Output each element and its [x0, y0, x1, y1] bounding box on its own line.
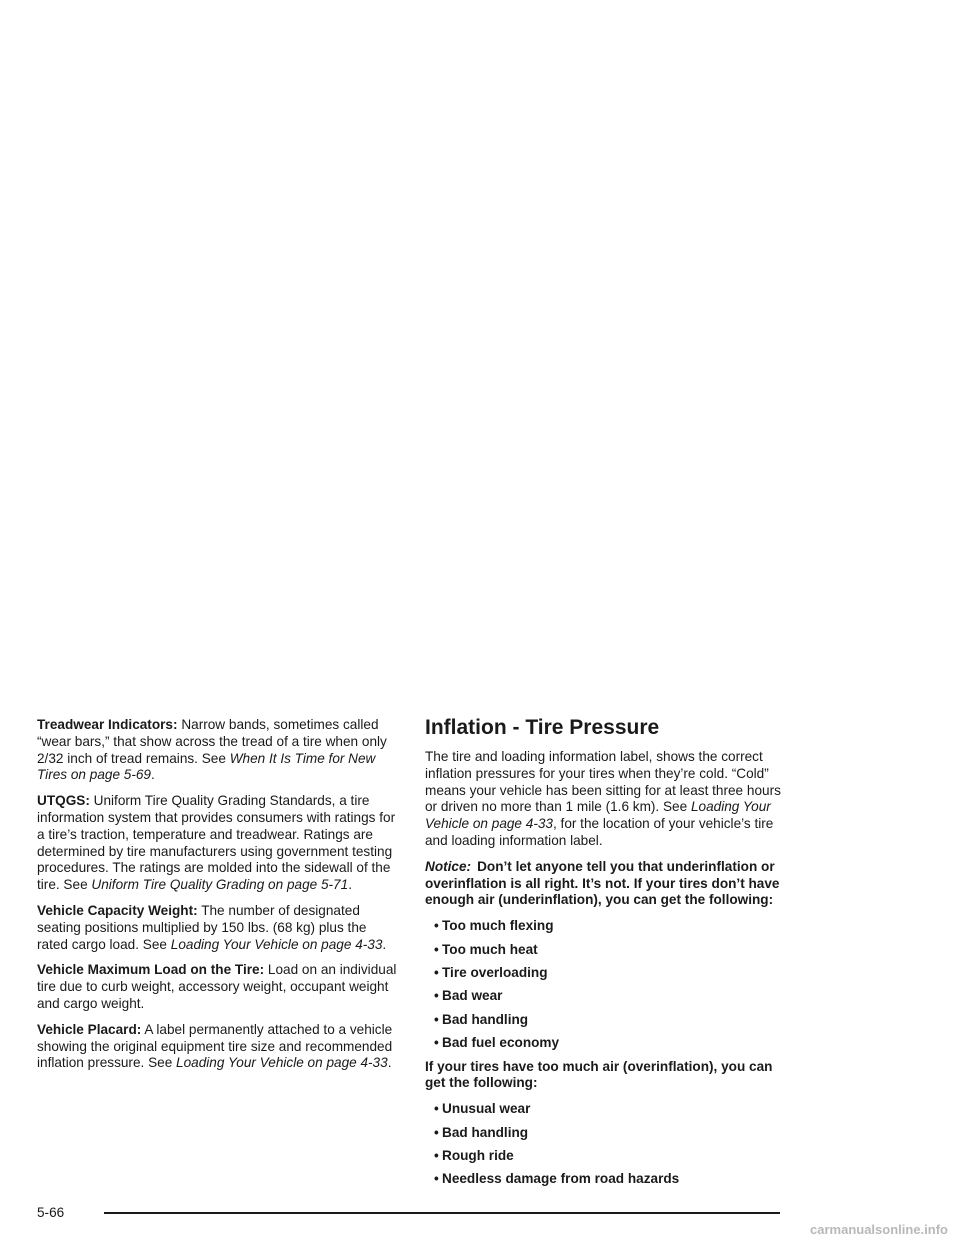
list-item-text: Bad handling — [442, 1011, 529, 1027]
list-item — [425, 1125, 793, 1142]
cross-reference: Loading Your Vehicle on page 4-33 — [176, 1055, 388, 1071]
right-column — [425, 717, 793, 1195]
notice-text: Don’t let anyone tell you that underinflation or overinflation is all right. It’s not. If your tires don’t have enough air (underinflation), you can get the following: — [425, 858, 780, 908]
bullet-icon: • — [434, 1147, 439, 1163]
list-item-text: Bad wear — [442, 988, 503, 1004]
page-number: 5-66 — [37, 1205, 65, 1220]
intro-paragraph — [425, 749, 793, 850]
list-item — [425, 1035, 793, 1052]
list-item — [425, 1101, 793, 1118]
bullet-icon: • — [434, 1171, 439, 1187]
definition-term: Vehicle Maximum Load on the Tire: — [37, 962, 265, 978]
notice-paragraph — [425, 859, 793, 909]
definition-vehicle-capacity-weight — [37, 903, 397, 953]
definition-term: Treadwear Indicators: — [37, 717, 178, 732]
list-item-text: Bad handling — [442, 1124, 529, 1140]
notice-label: Notice: — [425, 858, 472, 874]
bullet-icon: • — [434, 1011, 439, 1027]
intro-after: , for the location of your vehicle’s tire and loading information label. — [425, 816, 774, 848]
definition-text: A label permanently attached to a vehicle showing the original equipment tire size and recommended inflation pressure. See — [37, 1021, 393, 1071]
overinflation-list — [425, 1101, 793, 1188]
cross-reference: Uniform Tire Quality Grading on page 5-71 — [91, 877, 349, 893]
definition-vehicle-maximum-load — [37, 962, 397, 1012]
watermark-link[interactable]: carmanualsonline.info — [810, 1222, 948, 1237]
definition-punctuation: . — [151, 767, 155, 783]
overinflation-paragraph: If your tires have too much air (overinflation), you can get the following: — [425, 1058, 773, 1091]
definition-term: Vehicle Placard: — [37, 1021, 142, 1037]
definition-treadwear-indicators — [37, 717, 397, 784]
cross-reference: When It Is Time for New Tires on page 5-69 — [37, 750, 376, 783]
definition-text: Load on an individual tire due to curb weight, accessory weight, occupant weight and cargo weight. — [37, 962, 397, 1011]
definition-text: Narrow bands, sometimes called “wear bars,” that show across the tread of a tire when only 2/32 inch of tread remains. See — [37, 717, 387, 766]
definition-text: Uniform Tire Quality Grading Standards, a tire information system that provides consumers with ratings for a tire’s traction, temperature and treadwear. Ratings are determined by tire manufacturers using government testing procedures. The ratings are molded into the sidewall of the tire. See — [37, 793, 396, 893]
left-column — [37, 717, 397, 1081]
list-item — [425, 918, 793, 935]
definition-term: Vehicle Capacity Weight: — [37, 902, 198, 918]
list-item — [425, 1171, 793, 1188]
definition-punctuation: . — [387, 1055, 392, 1071]
list-item — [425, 988, 793, 1005]
list-item — [425, 1148, 793, 1165]
underinflation-list — [425, 918, 793, 1052]
intro-text: The tire and loading information label, shows the correct inflation pressures for your tires when they’re cold. “Cold” means your vehicle has been sitting for at least three hours or driven no more than 1 mile (1.6 km). See — [425, 749, 781, 815]
list-item-text: Needless damage from road hazards — [442, 1171, 680, 1187]
bullet-icon: • — [434, 918, 439, 934]
cross-reference: Loading Your Vehicle on page 4-33 — [425, 799, 771, 832]
bullet-icon: • — [434, 1124, 439, 1140]
bullet-icon: • — [434, 941, 439, 957]
bullet-icon: • — [434, 988, 439, 1004]
definition-utqgs — [37, 793, 397, 894]
list-item-text: Rough ride — [442, 1147, 514, 1163]
list-item-text: Bad fuel economy — [442, 1035, 560, 1051]
footer-divider — [104, 1212, 780, 1214]
bullet-icon: • — [434, 964, 439, 980]
bullet-icon: • — [434, 1035, 439, 1051]
definition-text: The number of designated seating positions multiplied by 150 lbs. (68 kg) plus the rated cargo load. See — [37, 902, 367, 952]
list-item-text: Unusual wear — [442, 1101, 531, 1117]
cross-reference: Loading Your Vehicle on page 4-33 — [170, 936, 383, 952]
definition-vehicle-placard — [37, 1022, 397, 1072]
list-item-text: Too much heat — [442, 941, 538, 957]
list-item-text: Too much flexing — [442, 918, 554, 934]
list-item — [425, 1012, 793, 1029]
list-item-text: Tire overloading — [442, 964, 548, 980]
definition-punctuation: . — [348, 877, 352, 893]
bullet-icon: • — [434, 1101, 439, 1117]
definition-punctuation: . — [382, 936, 387, 952]
section-title: Inflation - Tire Pressure — [425, 716, 660, 739]
list-item — [425, 965, 793, 982]
definition-term: UTQGS: — [37, 793, 90, 809]
list-item — [425, 942, 793, 959]
